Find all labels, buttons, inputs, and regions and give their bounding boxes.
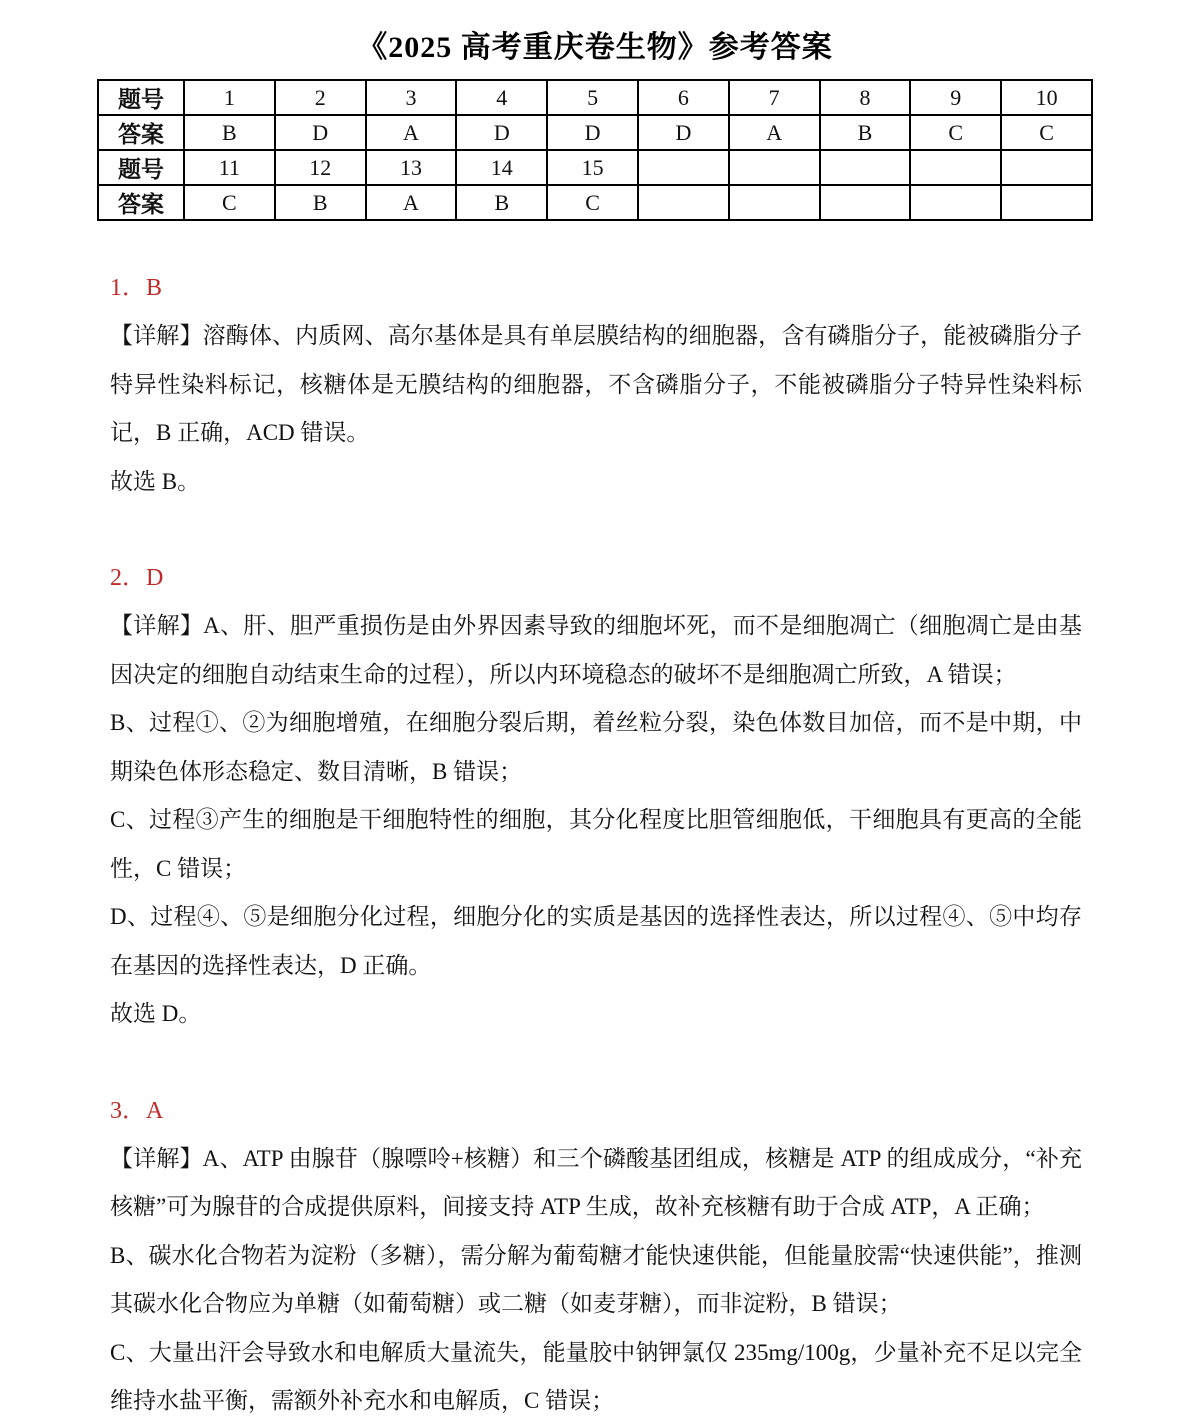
answer-section: [110, 1087, 1082, 1422]
question-number-cell: 2: [275, 80, 366, 115]
section-heading: 1．B: [110, 275, 163, 301]
answer-letter-cell: C: [184, 185, 275, 220]
row-header-cell: 题号: [98, 80, 184, 115]
answer-table-row: [98, 115, 1092, 150]
answer-letter-cell: C: [547, 185, 638, 220]
question-number-cell: 13: [366, 150, 457, 185]
question-number-cell: 15: [547, 150, 638, 185]
answer-table: [97, 79, 1093, 221]
explanation-paragraph: B、过程①、②为细胞增殖，在细胞分裂后期，着丝粒分裂，染色体数目加倍，而不是中期，中期染色体形态稳定、数目清晰，B 错误；: [110, 710, 1082, 784]
answer-letter-cell: B: [456, 185, 547, 220]
answer-letter-cell: C: [1001, 115, 1092, 150]
explanation-paragraph: 故选 B。: [110, 468, 201, 494]
question-number-cell: [1001, 150, 1092, 185]
answer-letter-cell: C: [910, 115, 1001, 150]
explanation-paragraph: 故选 D。: [110, 1001, 202, 1026]
answer-letter-cell: A: [366, 185, 457, 220]
answer-letter-cell: B: [275, 185, 366, 220]
answer-table-row: [98, 150, 1092, 185]
explanation-paragraph: C、大量出汗会导致水和电解质大量流失，能量胶中钠钾氯仅 235mg/100g，少量补充不足以完全维持水盐平衡，需额外补充水和电解质，C 错误；: [110, 1339, 1082, 1413]
row-header-cell: 答案: [98, 115, 184, 150]
page-title: 《2025 高考重庆卷生物》参考答案: [357, 31, 833, 64]
answer-letter-cell: [910, 185, 1001, 220]
answer-letter-cell: [638, 185, 729, 220]
answer-table-row: [98, 80, 1092, 115]
explanation-paragraph: C、过程③产生的细胞是干细胞特性的细胞，其分化程度比胆管细胞低，干细胞具有更高的全能性，C 错误；: [110, 807, 1082, 881]
question-number-cell: 5: [547, 80, 638, 115]
explanation-paragraph: B、碳水化合物若为淀粉（多糖），需分解为葡萄糖才能快速供能，但能量胶需“快速供能”，推测其碳水化合物应为单糖（如葡萄糖）或二糖（如麦芽糖），而非淀粉，B 错误；: [110, 1242, 1082, 1316]
answer-table-row: [98, 185, 1092, 220]
question-number-cell: 10: [1001, 80, 1092, 115]
answer-section: [110, 554, 1082, 1039]
question-number-cell: [729, 150, 820, 185]
explanation-paragraph: D、过程④、⑤是细胞分化过程，细胞分化的实质是基因的选择性表达，所以过程④、⑤中均存在基因的选择性表达，D 正确。: [110, 904, 1082, 978]
explanation-paragraph: 【详解】溶酶体、内质网、高尔基体是具有单层膜结构的细胞器，含有磷脂分子，能被磷脂分子特异性染料标记，核糖体是无膜结构的细胞器，不含磷脂分子，不能被磷脂分子特异性染料标记，B 正确，ACD 错误。: [110, 323, 1082, 445]
question-number-cell: 6: [638, 80, 729, 115]
question-number-cell: 11: [184, 150, 275, 185]
section-heading: 2．D: [110, 565, 164, 591]
row-header-cell: 答案: [98, 185, 184, 220]
answer-letter-cell: D: [547, 115, 638, 150]
explanation-paragraph: 【详解】A、ATP 由腺苷（腺嘌呤+核糖）和三个磷酸基团组成，核糖是 ATP 的组成成分，“补充核糖”可为腺苷的合成提供原料，间接支持 ATP 生成，故补充核糖有助于合成 ATP，A 正确；: [110, 1145, 1082, 1219]
answer-letter-cell: D: [275, 115, 366, 150]
row-header-cell: 题号: [98, 150, 184, 185]
question-number-cell: 3: [366, 80, 457, 115]
answer-letter-cell: [820, 185, 911, 220]
answer-letter-cell: D: [456, 115, 547, 150]
answer-letter-cell: A: [729, 115, 820, 150]
answer-letter-cell: [1001, 185, 1092, 220]
question-number-cell: 7: [729, 80, 820, 115]
answer-table-body: [98, 80, 1092, 220]
question-number-cell: 4: [456, 80, 547, 115]
section-heading: 3．A: [110, 1097, 164, 1124]
explanation-paragraph: 【详解】A、肝、胆严重损伤是由外界因素导致的细胞坏死，而不是细胞凋亡（细胞凋亡是由基因决定的细胞自动结束生命的过程），所以内环境稳态的破坏不是细胞凋亡所致，A 错误；: [110, 613, 1082, 687]
question-number-cell: 9: [910, 80, 1001, 115]
answer-letter-cell: A: [366, 115, 457, 150]
answer-letter-cell: B: [184, 115, 275, 150]
answer-letter-cell: D: [638, 115, 729, 150]
answer-letter-cell: [729, 185, 820, 220]
question-number-cell: 8: [820, 80, 911, 115]
answer-explanations: [110, 264, 1082, 1422]
question-number-cell: [910, 150, 1001, 185]
question-number-cell: [638, 150, 729, 185]
question-number-cell: 1: [184, 80, 275, 115]
question-number-cell: 12: [275, 150, 366, 185]
answer-letter-cell: B: [820, 115, 911, 150]
question-number-cell: [820, 150, 911, 185]
question-number-cell: 14: [456, 150, 547, 185]
answer-section: [110, 264, 1082, 506]
